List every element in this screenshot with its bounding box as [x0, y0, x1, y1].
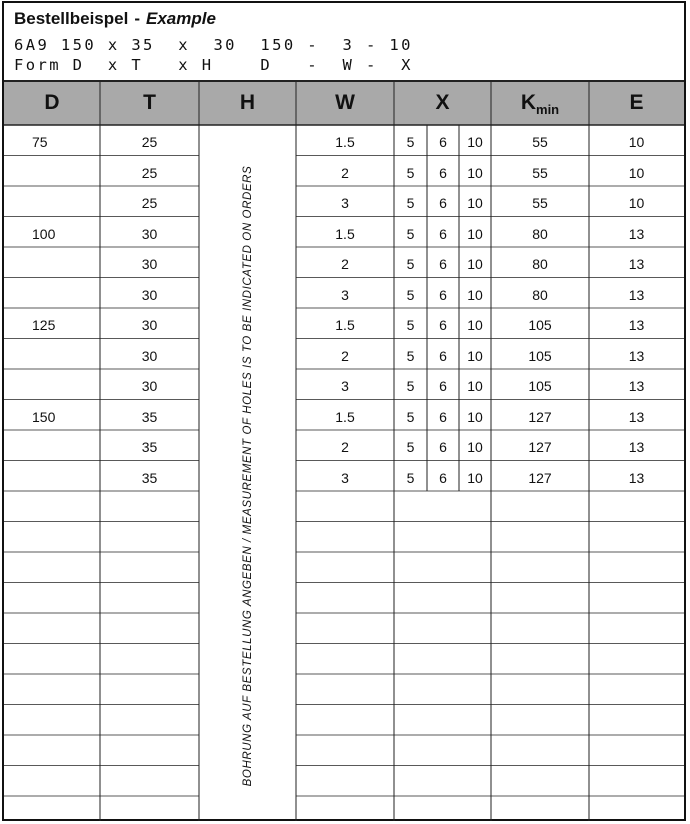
order-example-title-de: Bestellbeispel [14, 9, 129, 28]
cell-t: 30 [141, 347, 158, 364]
cell-t: 30 [141, 286, 158, 303]
cell-w: 1.5 [335, 408, 355, 425]
cell-x2: 6 [439, 256, 447, 272]
order-example-separator: - [134, 9, 140, 28]
cell-t: 30 [141, 225, 158, 242]
cell-k: 55 [532, 164, 548, 181]
cell-w: 2 [341, 256, 349, 272]
cell-x1: 5 [406, 256, 415, 272]
cell-x1: 5 [406, 347, 415, 364]
cell-x3: 10 [467, 317, 483, 333]
cell-x2: 6 [439, 286, 447, 303]
cell-x1: 5 [406, 134, 415, 150]
cell-e: 10 [628, 195, 645, 211]
cell-e: 13 [628, 225, 645, 242]
cell-k: 55 [532, 134, 548, 150]
header-k-min [491, 81, 589, 125]
cell-t: 25 [141, 134, 158, 150]
hole-measurement-note: BOHRUNG AUF BESTELLUNG ANGEBEN / MEASUREMENT OF HOLES IS TO BE INDICATED ON ORDERS [241, 165, 254, 787]
cell-k: 127 [528, 439, 552, 455]
cell-x3: 10 [467, 225, 483, 242]
cell-x3: 10 [467, 164, 483, 181]
cell-d: 75 [32, 134, 48, 150]
cell-e: 13 [628, 256, 645, 272]
cell-w: 1.5 [335, 134, 355, 150]
cell-x2: 6 [439, 439, 447, 455]
catalog-sheet [2, 1, 686, 821]
cell-w: 2 [341, 347, 349, 364]
cell-x3: 10 [467, 378, 483, 394]
cell-t: 35 [141, 469, 158, 486]
order-example-box [4, 3, 684, 79]
cell-k: 127 [528, 408, 552, 425]
cell-x3: 10 [467, 256, 483, 272]
cell-w: 3 [341, 286, 349, 303]
cell-x2: 6 [439, 195, 447, 211]
cell-e: 13 [628, 317, 645, 333]
cell-t: 25 [141, 164, 158, 181]
cell-x3: 10 [467, 439, 483, 455]
cell-t: 30 [141, 378, 158, 394]
cell-x2: 6 [439, 347, 447, 364]
header-e: E [629, 91, 644, 114]
cell-k: 55 [532, 195, 548, 211]
cell-x2: 6 [439, 134, 447, 150]
cell-d: 100 [32, 225, 56, 242]
order-example-legend: Form D x T x H D - W - X [14, 56, 413, 74]
cell-e: 13 [628, 286, 645, 303]
header-t: T [143, 91, 156, 114]
header-w: W [335, 91, 355, 114]
cell-x1: 5 [406, 439, 415, 455]
cell-x3: 10 [467, 347, 483, 364]
cell-x2: 6 [439, 225, 447, 242]
cell-x1: 5 [406, 286, 415, 303]
cell-k: 105 [528, 378, 552, 394]
header-k-label: K [520, 91, 537, 114]
cell-x2: 6 [439, 378, 447, 394]
cell-w: 3 [341, 195, 349, 211]
cell-t: 35 [141, 408, 158, 425]
cell-x3: 10 [467, 469, 483, 486]
cell-w: 1.5 [335, 225, 355, 242]
cell-x1: 5 [406, 195, 415, 211]
cell-x2: 6 [439, 408, 447, 425]
header-k-subscript: min [536, 102, 560, 117]
cell-k: 105 [528, 347, 552, 364]
cell-w: 2 [341, 164, 349, 181]
cell-x2: 6 [439, 164, 447, 181]
order-example-code: 6A9 150 x 35 x 30 150 - 3 - 10 [14, 36, 413, 54]
header-h: H [239, 91, 256, 114]
cell-e: 10 [628, 134, 645, 150]
cell-t: 35 [141, 439, 158, 455]
cell-k: 80 [532, 225, 548, 242]
cell-k: 127 [528, 469, 552, 486]
cell-x1: 5 [406, 378, 415, 394]
header-x: X [435, 91, 450, 114]
header-d: D [44, 91, 60, 114]
cell-e: 13 [628, 378, 645, 394]
cell-w: 3 [341, 469, 349, 486]
cell-e: 10 [628, 164, 645, 181]
cell-x3: 10 [467, 195, 483, 211]
order-example-title-en: Example [146, 9, 216, 28]
cell-d: 150 [32, 408, 56, 425]
dimensions-table [4, 79, 684, 821]
cell-k: 105 [528, 317, 552, 333]
cell-x2: 6 [439, 469, 447, 486]
cell-d: 125 [32, 317, 56, 333]
cell-w: 2 [341, 439, 349, 455]
cell-t: 30 [141, 256, 158, 272]
cell-x3: 10 [467, 134, 483, 150]
cell-x3: 10 [467, 286, 483, 303]
cell-x1: 5 [406, 225, 415, 242]
cell-x1: 5 [406, 408, 415, 425]
cell-x1: 5 [406, 317, 415, 333]
cell-t: 25 [141, 195, 158, 211]
cell-e: 13 [628, 408, 645, 425]
cell-w: 3 [341, 378, 349, 394]
cell-x1: 5 [406, 469, 415, 486]
order-example-title [14, 9, 216, 29]
cell-x1: 5 [406, 164, 415, 181]
cell-k: 80 [532, 256, 548, 272]
cell-e: 13 [628, 347, 645, 364]
cell-e: 13 [628, 439, 645, 455]
cell-x3: 10 [467, 408, 483, 425]
cell-x2: 6 [439, 317, 447, 333]
cell-k: 80 [532, 286, 548, 303]
cell-t: 30 [141, 317, 158, 333]
cell-e: 13 [628, 469, 645, 486]
cell-w: 1.5 [335, 317, 355, 333]
